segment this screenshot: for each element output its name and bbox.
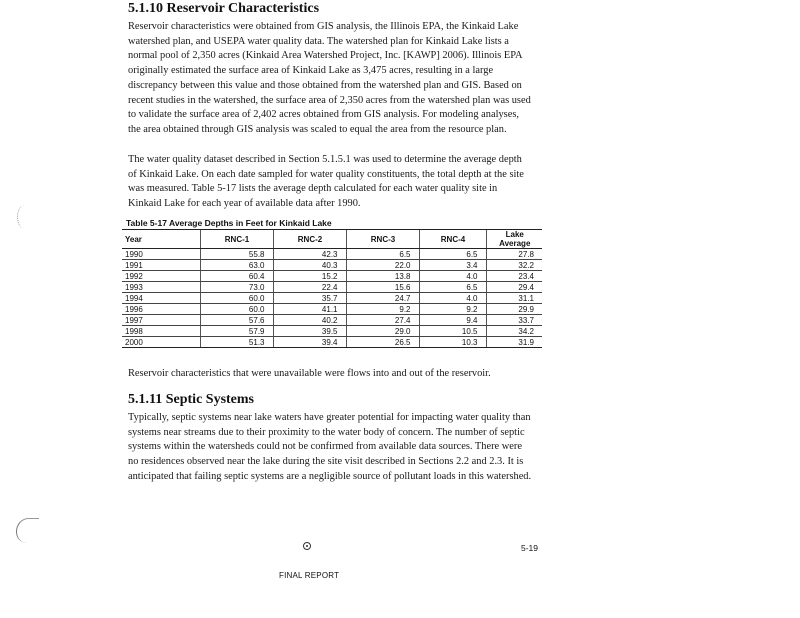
table-cell-year: 1992: [122, 271, 200, 282]
paragraph-reservoir-1: Reservoir characteristics were obtained from GIS analysis, the Illinois EPA, the Kinkaid Lake watershed plan, and USEPA water quality data. The watershed plan for Kinkaid Lake lists a normal pool of 2,350 acres (Kinkaid Area Watershed Project, Inc. [KAWP] 2006). Illinois EPA originally estimated the surface area of Kinkaid Lake as 3,475 acres, resulting in a large discrepancy between this value and those obtained from the watershed plan and GIS. Based on recent studies in the watershed, the surface area of 2,350 acres from the watershed plan was used to validate the surface area of 2,402 acres obtained from GIS analysis. For modeling analyses, the area obtained through GIS analysis was scaled to equal the area from the resource plan.: [128, 21, 531, 135]
table-row: [122, 337, 542, 348]
table-cell-value: 6.5: [419, 249, 486, 260]
table-cell-value: 9.2: [346, 304, 419, 315]
table-cell-value: 29.0: [346, 326, 419, 337]
table-cell-value: 9.4: [419, 315, 486, 326]
table-cell-value: 10.5: [419, 326, 486, 337]
table-cell-value: 22.0: [346, 260, 419, 271]
table-cell-value: 34.2: [486, 326, 542, 337]
table-row: [122, 304, 542, 315]
table-header-cell: Lake Average: [486, 230, 542, 249]
table-cell-value: 22.4: [273, 282, 346, 293]
section-heading-septic: 5.1.11 Septic Systems: [128, 392, 254, 407]
paragraph-septic: Typically, septic systems near lake waters have greater potential for impacting water quality than systems near streams due to their proximity to the water body of concern. The number of septic systems within the watersheds could not be confirmed from available data sources. There were no residences observed near the lake during the site visit described in Sections 2.2 and 2.3. It is anticipated that failing septic systems are a negligible source of pollutant loads in this watershed.: [128, 412, 532, 482]
table-row: [122, 249, 542, 260]
table-cell-year: 1991: [122, 260, 200, 271]
table-cell-value: 32.2: [486, 260, 542, 271]
table-cell-value: 39.4: [273, 337, 346, 348]
table-cell-value: 15.6: [346, 282, 419, 293]
table-cell-value: 51.3: [200, 337, 273, 348]
page-number: 5-19: [520, 543, 538, 553]
table-cell-year: 1990: [122, 249, 200, 260]
section-heading-reservoir: 5.1.10 Reservoir Characteristics: [128, 1, 320, 16]
logo-icon: [303, 542, 311, 550]
table-cell-value: 35.7: [273, 293, 346, 304]
table-row: [122, 260, 542, 271]
table-header-cell: Year: [122, 230, 200, 249]
paragraph-reservoir-2: The water quality dataset described in Section 5.1.5.1 was used to determine the average depth of Kinkaid Lake. On each date sampled for water quality constituents, the total depth at the site was measured. Table 5-17 lists the average depth calculated for each water quality site in Kinkaid Lake for each year of available data after 1990.: [128, 154, 524, 210]
paragraph-unavailable: Reservoir characteristics that were unavailable were flows into and out of the reservoir.: [128, 368, 491, 379]
table-row: [122, 282, 542, 293]
table-row: [122, 271, 542, 282]
table-cell-value: 6.5: [346, 249, 419, 260]
table-cell-value: 60.0: [200, 293, 273, 304]
table-cell-year: 1996: [122, 304, 200, 315]
table-row: [122, 326, 542, 337]
table-cell-year: 2000: [122, 337, 200, 348]
footer-label: FINAL REPORT: [279, 571, 340, 580]
table-cell-year: 1998: [122, 326, 200, 337]
table-cell-value: 26.5: [346, 337, 419, 348]
scan-artifact: [17, 205, 32, 229]
table-row: [122, 315, 542, 326]
scan-artifact: [16, 518, 39, 543]
table-header-cell: RNC-4: [419, 230, 486, 249]
table-row: [122, 293, 542, 304]
table-cell-value: 9.2: [419, 304, 486, 315]
table-cell-value: 60.0: [200, 304, 273, 315]
table-cell-value: 29.4: [486, 282, 542, 293]
table-cell-value: 24.7: [346, 293, 419, 304]
table-cell-value: 55.8: [200, 249, 273, 260]
table-cell-year: 1997: [122, 315, 200, 326]
depth-table: [122, 229, 542, 348]
table-cell-value: 13.8: [346, 271, 419, 282]
table-cell-value: 15.2: [273, 271, 346, 282]
table-cell-value: 4.0: [419, 293, 486, 304]
table-cell-value: 40.3: [273, 260, 346, 271]
table-header-cell: RNC-2: [273, 230, 346, 249]
table-cell-year: 1994: [122, 293, 200, 304]
table-cell-value: 39.5: [273, 326, 346, 337]
table-cell-value: 29.9: [486, 304, 542, 315]
table-cell-value: 10.3: [419, 337, 486, 348]
table-cell-value: 23.4: [486, 271, 542, 282]
table-cell-year: 1993: [122, 282, 200, 293]
table-cell-value: 27.8: [486, 249, 542, 260]
table-cell-value: 3.4: [419, 260, 486, 271]
table-cell-value: 57.6: [200, 315, 273, 326]
table-cell-value: 31.9: [486, 337, 542, 348]
table-cell-value: 57.9: [200, 326, 273, 337]
table-cell-value: 41.1: [273, 304, 346, 315]
table-header-row: [122, 230, 542, 249]
table-cell-value: 31.1: [486, 293, 542, 304]
table-cell-value: 27.4: [346, 315, 419, 326]
table-cell-value: 60.4: [200, 271, 273, 282]
table-cell-value: 42.3: [273, 249, 346, 260]
table-header-cell: RNC-3: [346, 230, 419, 249]
table-cell-value: 33.7: [486, 315, 542, 326]
table-caption: Table 5-17 Average Depths in Feet for Kinkaid Lake: [126, 218, 332, 228]
table-cell-value: 6.5: [419, 282, 486, 293]
table-cell-value: 63.0: [200, 260, 273, 271]
table-header-cell: RNC-1: [200, 230, 273, 249]
table-cell-value: 40.2: [273, 315, 346, 326]
table-cell-value: 73.0: [200, 282, 273, 293]
table-cell-value: 4.0: [419, 271, 486, 282]
